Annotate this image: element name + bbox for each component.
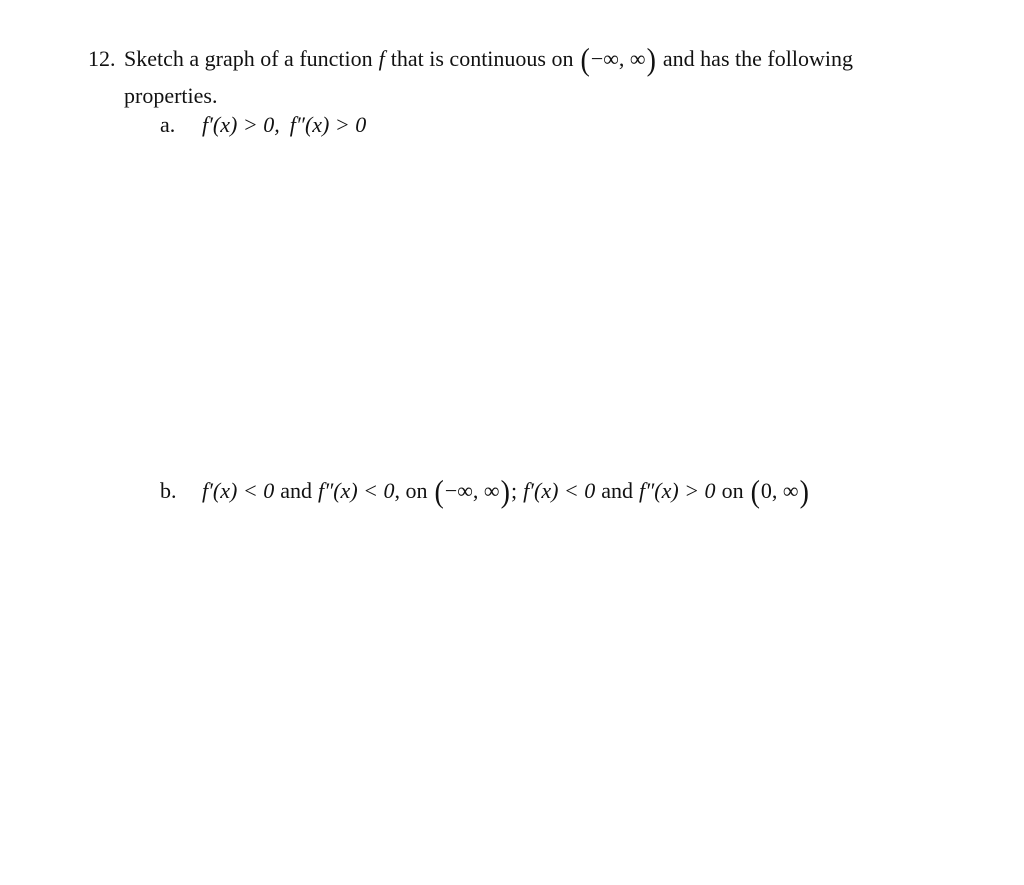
intro-text-continued: properties. — [124, 83, 218, 108]
part-b-open-paren-2: ( — [750, 474, 760, 511]
problem-statement-line-2 — [124, 83, 217, 109]
intro-text-start: Sketch a graph of a function — [124, 46, 373, 71]
domain-interval: −∞, ∞ — [590, 46, 646, 71]
close-paren: ) — [646, 42, 656, 79]
part-b-and-1: and — [280, 478, 312, 503]
part-b-condition-1: f′(x) < 0 — [202, 478, 275, 503]
part-b-condition-3: f′(x) < 0 — [523, 478, 596, 503]
intro-text-end: and has the following — [662, 46, 853, 71]
part-a-label: a. — [160, 112, 176, 137]
part-b — [160, 474, 810, 511]
part-b-close-paren-2: ) — [799, 474, 809, 511]
part-b-on-1: , on — [394, 478, 428, 503]
intro-text-mid: that is continuous on — [390, 46, 574, 71]
part-a — [160, 112, 366, 138]
part-b-interval-2: 0, ∞ — [760, 478, 799, 503]
part-b-semicolon: ; — [510, 478, 518, 503]
part-b-condition-2: f″(x) < 0 — [317, 478, 395, 503]
part-b-close-paren-1: ) — [500, 474, 510, 511]
part-b-interval-1: −∞, ∞ — [444, 478, 500, 503]
part-b-condition-4: f″(x) > 0 — [639, 478, 716, 503]
problem-statement-line-1 — [88, 42, 853, 79]
part-b-and-2: and — [601, 478, 634, 503]
part-a-condition-1: f′(x) > 0, — [202, 112, 280, 137]
problem-number: 12. — [88, 46, 116, 71]
part-b-on-2: on — [721, 478, 744, 503]
function-name: f — [378, 46, 385, 71]
part-b-open-paren-1: ( — [434, 474, 444, 511]
open-paren: ( — [580, 42, 590, 79]
part-b-label: b. — [160, 478, 177, 503]
part-a-condition-2: f″(x) > 0 — [289, 112, 367, 137]
